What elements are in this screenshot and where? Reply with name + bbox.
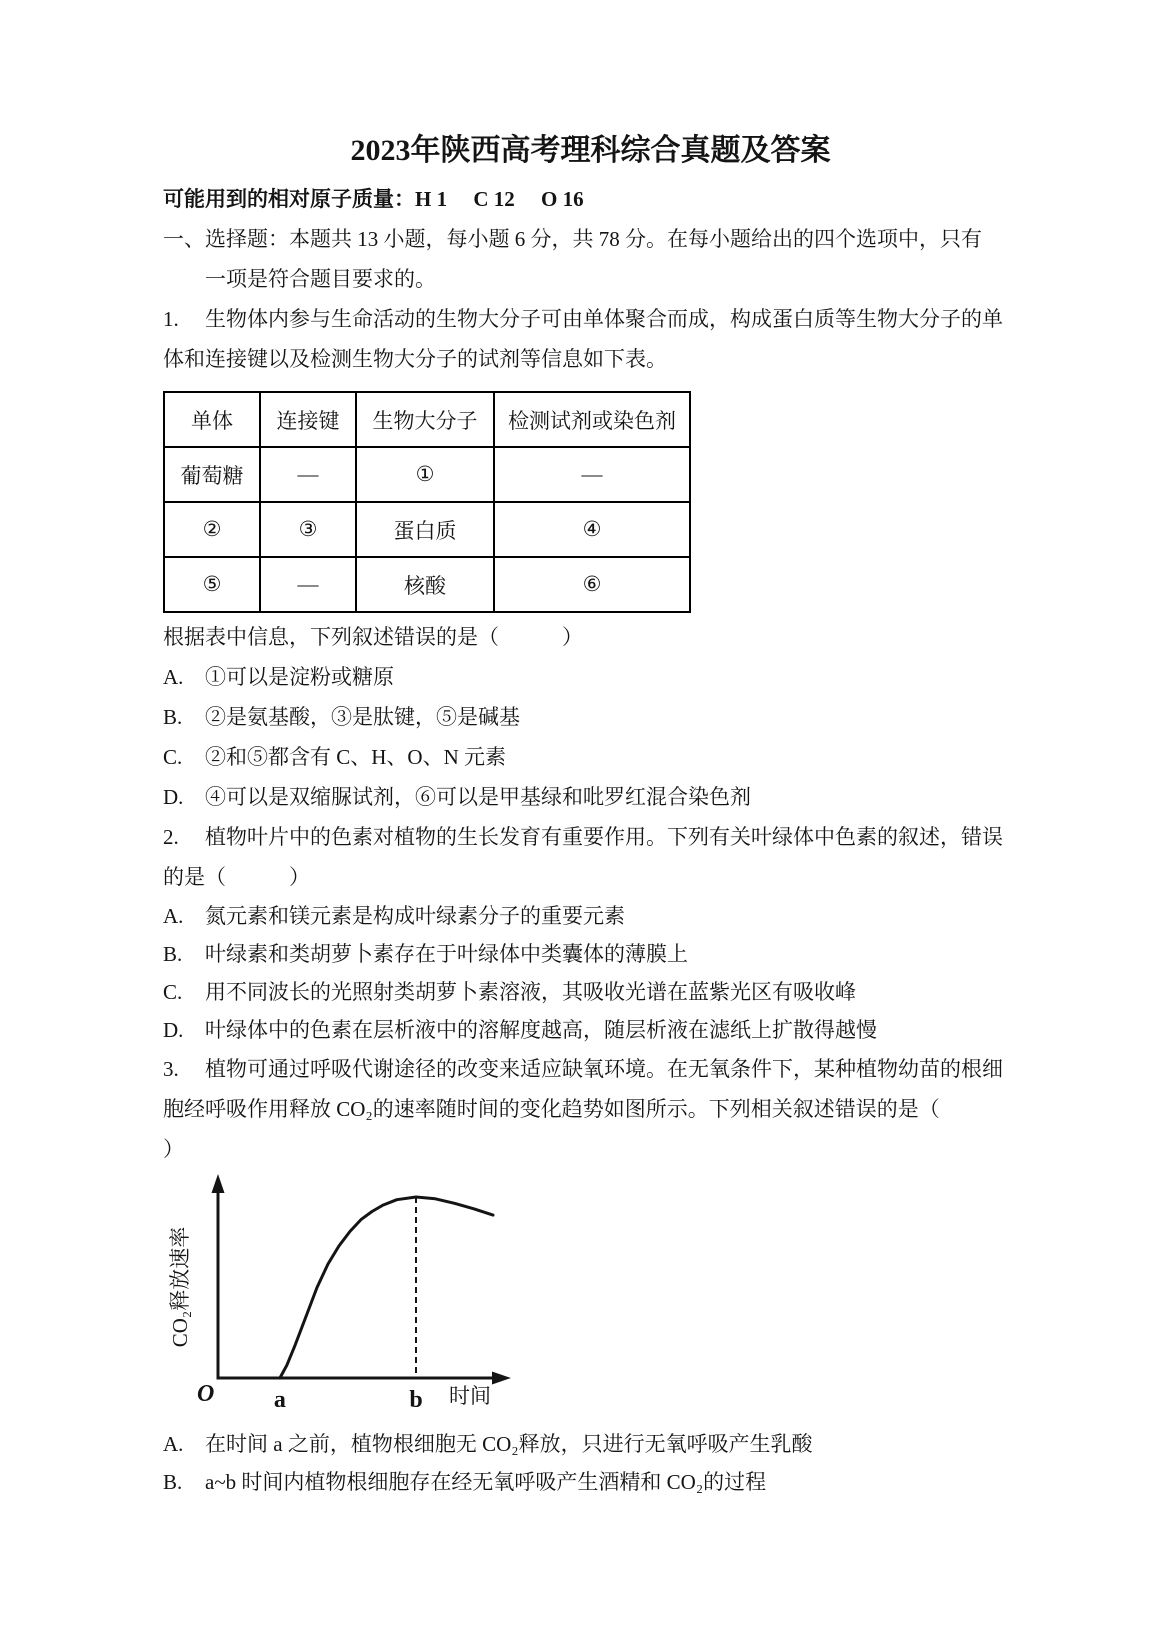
q1-table-cell: —	[260, 447, 356, 502]
option-label: A.	[163, 665, 184, 689]
q2-option-d	[163, 1011, 1018, 1049]
q1-option-a	[163, 657, 1018, 697]
option-text: 用不同波长的光照射类胡萝卜素溶液，其吸收光谱在蓝紫光区有吸收峰	[205, 980, 856, 1004]
question-3-number: 3.	[163, 1057, 179, 1081]
q1-table-cell: ②	[164, 502, 260, 557]
option-label: A.	[163, 1432, 184, 1456]
option-label: D.	[163, 1018, 184, 1042]
option-text: ②是氨基酸，③是肽键，⑤是碱基	[205, 705, 520, 729]
q2-option-b	[163, 935, 1018, 973]
q1-table-row-3	[164, 557, 690, 612]
q1-table-row-1	[164, 447, 690, 502]
question-3	[163, 1049, 1018, 1501]
q1-table-header-macromolecule: 生物大分子	[356, 392, 494, 447]
question-3-stem-line-1	[163, 1049, 1018, 1089]
question-1-stem-line-2: 体和连接键以及检测生物大分子的试剂等信息如下表。	[163, 347, 667, 371]
atomic-mass-label: 可能用到的相对原子质量：	[163, 187, 415, 211]
option-label: B.	[163, 1470, 183, 1494]
q1-table-cell: —	[260, 557, 356, 612]
q1-table-header-row	[164, 392, 690, 447]
q1-table-cell: 蛋白质	[356, 502, 494, 557]
q1-table-row-2	[164, 502, 690, 557]
option-label: A.	[163, 904, 184, 928]
question-3-stem-line-2: 胞经呼吸作用释放 CO₂的速率随时间的变化趋势如图所示。下列相关叙述错误的是（	[163, 1097, 940, 1121]
q1-table-header-bond: 连接键	[260, 392, 356, 447]
y-axis-label: CO₂释放速率	[168, 1226, 192, 1348]
q3-figure	[163, 1169, 1018, 1425]
question-2-number: 2.	[163, 825, 179, 849]
q1-option-c	[163, 737, 1018, 777]
q2-option-c	[163, 973, 1018, 1011]
option-label: C.	[163, 980, 183, 1004]
question-2-stem-line-2: 的是（ ）	[163, 865, 310, 889]
tick-label-b: b	[409, 1387, 423, 1413]
section-heading-line2: 一项是符合题目要求的。	[205, 267, 436, 291]
option-label: D.	[163, 785, 184, 809]
co2-release-chart	[163, 1169, 523, 1419]
document-title: 2023年陕西高考理科综合真题及答案	[350, 134, 831, 167]
q1-table-cell: ①	[356, 447, 494, 502]
option-text: ②和⑤都含有 C、H、O、N 元素	[205, 745, 507, 769]
x-axis-arrowhead-icon	[492, 1372, 511, 1385]
option-text: 叶绿素和类胡萝卜素存在于叶绿体中类囊体的薄膜上	[205, 942, 688, 966]
response-curve	[280, 1197, 493, 1378]
q3-option-b	[163, 1463, 1018, 1501]
question-3-stem-line-3: ）	[163, 1137, 184, 1161]
option-text: ①可以是淀粉或糖原	[205, 665, 394, 689]
option-label: B.	[163, 705, 183, 729]
question-1	[163, 299, 1018, 817]
origin-label: O	[197, 1381, 215, 1407]
q1-table-cell: —	[494, 447, 690, 502]
question-3-stem-text-1: 植物可通过呼吸代谢途径的改变来适应缺氧环境。在无氧条件下，某种植物幼苗的根细	[205, 1057, 1003, 1081]
q1-table	[163, 391, 691, 613]
q1-table-cell: ⑥	[494, 557, 690, 612]
question-2	[163, 817, 1018, 1049]
x-axis-label: 时间	[449, 1384, 491, 1408]
atomic-mass-note	[163, 181, 1018, 217]
question-2-stem-line-1	[163, 817, 1018, 857]
option-text: 叶绿体中的色素在层析液中的溶解度越高，随层析液在滤纸上扩散得越慢	[205, 1018, 877, 1042]
q1-table-cell: ③	[260, 502, 356, 557]
section-heading-line1: 一、选择题：本题共 13 小题，每小题 6 分，共 78 分。在每小题给出的四个选项中，只有	[163, 227, 982, 251]
q1-option-b	[163, 697, 1018, 737]
option-label: B.	[163, 942, 183, 966]
option-text: ④可以是双缩脲试剂，⑥可以是甲基绿和吡罗红混合染色剂	[205, 785, 751, 809]
q3-option-a	[163, 1425, 1018, 1463]
question-1-stem-line-1	[163, 299, 1018, 339]
option-text: 氮元素和镁元素是构成叶绿素分子的重要元素	[205, 904, 625, 928]
question-2-stem-text-1: 植物叶片中的色素对植物的生长发育有重要作用。下列有关叶绿体中色素的叙述，错误	[205, 825, 1003, 849]
option-text: a~b 时间内植物根细胞存在经无氧呼吸产生酒精和 CO₂的过程	[205, 1470, 767, 1494]
q1-table-header-monomer: 单体	[164, 392, 260, 447]
q1-table-header-reagent: 检测试剂或染色剂	[494, 392, 690, 447]
q1-table-cell: ⑤	[164, 557, 260, 612]
q1-table-cell: 核酸	[356, 557, 494, 612]
q1-option-d	[163, 777, 1018, 817]
q1-table-cell: 葡萄糖	[164, 447, 260, 502]
question-1-number: 1.	[163, 307, 179, 331]
question-1-stem-text-1: 生物体内参与生命活动的生物大分子可由单体聚合而成，构成蛋白质等生物大分子的单	[205, 307, 1003, 331]
tick-label-a: a	[273, 1387, 286, 1413]
option-text: 在时间 a 之前，植物根细胞无 CO₂释放，只进行无氧呼吸产生乳酸	[205, 1432, 813, 1456]
atomic-mass-values: H 1 C 12 O 16	[415, 187, 584, 211]
q1-prompt: 根据表中信息，下列叙述错误的是（ ）	[163, 625, 583, 649]
option-label: C.	[163, 745, 183, 769]
q2-option-a	[163, 897, 1018, 935]
y-axis-arrowhead-icon	[212, 1174, 225, 1193]
q1-table-cell: ④	[494, 502, 690, 557]
